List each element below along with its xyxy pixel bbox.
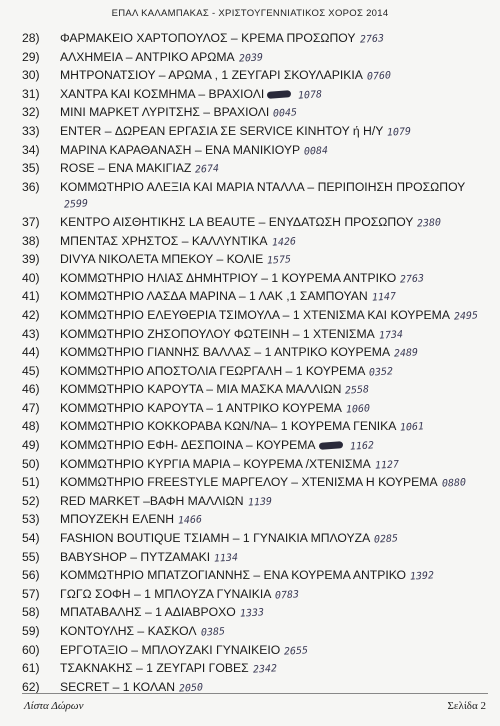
- handwritten-number: 1060: [345, 403, 371, 416]
- item-description: RED MARKET –ΒΑΦΗ ΜΑΛΛΙΩΝ: [60, 493, 244, 508]
- ink-scribble: [318, 442, 342, 451]
- item-description: ENTER – ΔΩΡΕΑΝ ΕΡΓΑΣΙΑ ΣΕ SERVICE ΚΙΝΗΤΟΥ ή Η/Υ: [60, 123, 384, 138]
- handwritten-number: 1392: [409, 570, 435, 583]
- item-description: ΚΟΜΜΩΤΗΡΙΟ ΑΛΕΞΙΑ ΚΑΙ ΜΑΡΙΑ ΝΤΑΛΛΑ – ΠΕΡΙΠΟΙΗΣΗ ΠΡΟΣΩΠΟΥ: [60, 179, 466, 194]
- list-item: [22, 344, 492, 363]
- item-number: 32): [22, 105, 40, 120]
- list-item: [22, 660, 492, 679]
- item-description: ΑΛΧΗΜΕΙΑ – ΑΝΤΡΙΚΟ ΑΡΩΜΑ: [60, 49, 235, 64]
- item-number: 35): [22, 161, 40, 176]
- handwritten-number: 1734: [378, 328, 404, 342]
- item-description: ΜΠΟΥΖΕΚΗ ΕΛΕΝΗ: [60, 512, 175, 527]
- handwritten-number: 2039: [238, 51, 264, 65]
- item-text: [60, 363, 492, 382]
- item-number: 48): [22, 419, 40, 434]
- item-description: ΜΠΑΤΑΒΑΛΗΣ – 1 ΑΔΙΑΒΡΟΧΟ: [60, 605, 236, 620]
- handwritten-number: 1079: [387, 126, 412, 139]
- item-text: [60, 623, 492, 642]
- item-description: ΜΙΝΙ ΜΑΡΚΕΤ ΛΥΡΙΤΣΗΣ – ΒΡΑΧΙΟΛΙ: [60, 105, 270, 120]
- item-text: [60, 586, 492, 605]
- item-number: 31): [22, 86, 40, 101]
- item-description: ΚΟΜΜΩΤΗΡΙΟ ΖΗΣΟΠΟΥΛΟΥ ΦΩΤΕΙΝΗ – 1 ΧΤΕΝΙΣΜΑ: [60, 326, 375, 341]
- list-item: [22, 456, 492, 475]
- item-number: 45): [22, 363, 40, 378]
- item-text: [60, 511, 492, 530]
- item-text: [60, 86, 492, 105]
- list-item: [22, 363, 492, 382]
- item-description: ΚΟΝΤΟΥΛΗΣ – ΚΑΣΚΟΛ: [60, 624, 197, 638]
- list-item: [22, 251, 492, 270]
- handwritten-number: 2558: [345, 384, 370, 397]
- item-text: [60, 549, 492, 568]
- list-item: [22, 104, 492, 123]
- item-description: ΚΟΜΜΩΤΗΡΙΟ ΚΟΚΚΟΡΑΒΑ ΚΩΝ/ΝΑ– 1 ΚΟΥΡΕΜΑ ΓΕΝΙΚΑ: [60, 419, 397, 434]
- item-number: 41): [22, 289, 40, 304]
- item-number: 62): [22, 679, 40, 694]
- handwritten-number: 1078: [297, 89, 323, 102]
- handwritten-number: 2763: [399, 273, 425, 286]
- page-number: Σελίδα 2: [447, 700, 486, 712]
- list-item: [22, 549, 492, 568]
- handwritten-number: 0385: [200, 626, 225, 639]
- item-number: 44): [22, 345, 40, 360]
- list-item: [22, 233, 492, 252]
- handwritten-number: 1147: [371, 291, 397, 304]
- handwritten-number: 1134: [213, 552, 239, 565]
- handwritten-number: 2342: [252, 663, 277, 676]
- item-text: [60, 67, 492, 86]
- item-number: 30): [22, 68, 40, 83]
- handwritten-number: 1061: [400, 421, 425, 435]
- item-description: ΦΑΡΜΑΚΕΙΟ ΧΑΡΤΟΠΟΥΛΟΣ – ΚΡΕΜΑ ΠΡΟΣΩΠΟΥ: [60, 31, 356, 45]
- list-item: [22, 67, 492, 86]
- handwritten-number: 0045: [272, 107, 298, 120]
- item-number: 43): [22, 326, 40, 341]
- item-description: ΜΑΡΙΝΑ ΚΑΡΑΘΑΝΑΣΗ – ΕΝΑ ΜΑΝΙΚΙΟΥΡ: [60, 142, 301, 157]
- item-description: FASHION BOUTIQUE ΤΣΙΑΜΗ – 1 ΓΥΝΑΙΚΙΑ ΜΠΛΟΥΖΑ: [60, 531, 371, 546]
- handwritten-number: 1426: [271, 235, 296, 249]
- handwritten-number: 2655: [283, 644, 309, 658]
- item-description: ΚΟΜΜΩΤΗΡΙΟ ΕΦΗ- ΔΕΣΠΟΙΝΑ – ΚΟΥΡΕΜΑ: [60, 438, 316, 453]
- list-item: [22, 270, 492, 289]
- item-text: [60, 642, 492, 661]
- item-number: 37): [22, 214, 40, 229]
- list-item: [22, 437, 492, 456]
- item-description: ROSE – ΕΝΑ ΜΑΚΙΓΙΑΖ: [60, 161, 192, 176]
- handwritten-number: 2674: [195, 163, 220, 176]
- list-item: [22, 307, 492, 326]
- handwritten-number: 0084: [303, 144, 329, 158]
- list-item: [22, 326, 492, 345]
- list-item: [22, 604, 492, 623]
- item-description: ΚΟΜΜΩΤΗΡΙΟ ΛΑΣΔΑ ΜΑΡΙΝΑ – 1 ΛΑΚ ,1 ΣΑΜΠΟΥΑΝ: [60, 289, 368, 304]
- item-text: [60, 679, 492, 698]
- item-description: ΚΟΜΜΩΤΗΡΙΟ FREESTYLE ΜΑΡΓΕΛΟΥ – ΧΤΕΝΙΣΜΑ Η ΚΟΥΡΕΜΑ: [60, 475, 438, 490]
- item-text: [60, 251, 492, 270]
- list-item: [22, 123, 492, 142]
- list-item: [22, 381, 492, 400]
- handwritten-number: 1333: [239, 607, 265, 621]
- handwritten-number: 1139: [247, 496, 272, 509]
- handwritten-number: 2495: [453, 310, 479, 323]
- item-description: ΚΟΜΜΩΤΗΡΙΟ ΗΛΙΑΣ ΔΗΜΗΤΡΙΟΥ – 1 ΚΟΥΡΕΜΑ ΑΝΤΡΙΚΟ: [60, 270, 397, 285]
- item-text: [60, 49, 492, 68]
- list-item: [22, 49, 492, 68]
- item-number: 34): [22, 142, 40, 157]
- item-description: SECRET – 1 ΚΟΛΑΝ: [60, 679, 176, 694]
- list-item: [22, 679, 492, 698]
- item-text: [60, 142, 492, 161]
- item-number: 46): [22, 382, 40, 397]
- item-description: DIVYA ΝΙΚΟΛΕΤΑ ΜΠΕΚΟΥ – ΚΟΛΙΕ: [60, 252, 264, 267]
- item-text: [60, 307, 492, 326]
- handwritten-number: 0880: [441, 477, 466, 490]
- item-number: 58): [22, 605, 40, 620]
- item-text: [60, 530, 492, 549]
- item-number: 28): [22, 31, 40, 45]
- item-description: BABYSHOP – ΠΥΤΖΑΜΑΚΙ: [60, 549, 211, 564]
- item-description: ΚΟΜΜΩΤΗΡΙΟ ΚΑΡΟΥΤΑ – 1 ΑΝΤΡΙΚΟ ΚΟΥΡΕΜΑ: [60, 400, 342, 415]
- item-description: ΚΟΜΜΩΤΗΡΙΟ ΓΙΑΝΝΗΣ ΒΑΛΛΑΣ – 1 ΑΝΤΡΙΚΟ ΚΟΥΡΕΜΑ: [60, 345, 391, 360]
- item-text: [60, 344, 492, 363]
- item-number: 60): [22, 642, 40, 657]
- item-description: ΚΟΜΜΩΤΗΡΙΟ ΕΛΕΥΘΕΡΙΑ ΤΣΙΜΟΥΛΑ – 1 ΧΤΕΝΙΣΜΑ ΚΑΙ ΚΟΥΡΕΜΑ: [60, 307, 450, 322]
- list-item: [22, 86, 492, 105]
- list-item: [22, 142, 492, 161]
- list-item: [22, 474, 492, 493]
- item-description: ΚΟΜΜΩΤΗΡΙΟ ΚΑΡΟΥΤΑ – ΜΙΑ ΜΑΣΚΑ ΜΑΛΛΙΩΝ: [60, 382, 342, 397]
- item-text: [60, 233, 492, 252]
- item-text: [60, 288, 492, 307]
- item-description: ΚΟΜΜΩΤΗΡΙΟ ΑΠΟΣΤΟΛΙΑ ΓΕΩΡΓΑΛΗ – 1 ΚΟΥΡΕΜΑ: [60, 363, 366, 378]
- item-text: [60, 160, 492, 179]
- list-item: [22, 214, 492, 233]
- list-item: [22, 418, 492, 437]
- item-number: 56): [22, 568, 40, 583]
- item-description: ΜΗΤΡΟΝΑΤΣΙΟΥ – ΑΡΩΜΑ , 1 ΖΕΥΓΑΡΙ ΣΚΟΥΛΑΡΙΚΙΑ: [60, 68, 363, 83]
- item-text: [60, 418, 492, 437]
- list-item: [22, 586, 492, 605]
- handwritten-number: 2380: [417, 217, 442, 230]
- list-item: [22, 623, 492, 642]
- item-number: 55): [22, 549, 40, 564]
- item-number: 51): [22, 475, 40, 490]
- item-number: 49): [22, 438, 40, 453]
- handwritten-number: 1127: [374, 459, 400, 472]
- item-description: ΚΕΝΤΡΟ ΑΙΣΘΗΤΙΚΗΣ LA BEAUTE – ΕΝΥΔΑΤΩΣΗ ΠΡΟΣΩΠΟΥ: [60, 214, 414, 229]
- list-item: [22, 511, 492, 530]
- item-text: [60, 214, 492, 233]
- list-item: [22, 400, 492, 419]
- handwritten-number: 0285: [373, 533, 399, 546]
- item-text: [60, 270, 492, 289]
- item-description: ΚΟΜΜΩΤΗΡΙΟ ΜΠΑΤΖΟΓΙΑΝΝΗΣ – ΕΝΑ ΚΟΥΡΕΜΑ ΑΝΤΡΙΚΟ: [60, 568, 406, 583]
- item-number: 38): [22, 233, 40, 248]
- item-number: 33): [22, 123, 40, 138]
- list-item: [22, 567, 492, 586]
- item-number: 61): [22, 661, 40, 676]
- handwritten-number: 0352: [369, 366, 394, 379]
- list-item: [22, 288, 492, 307]
- list-item: [22, 30, 492, 49]
- list-item: [22, 642, 492, 661]
- ink-scribble: [267, 90, 291, 99]
- item-number: 59): [22, 624, 40, 638]
- document-header: ΕΠΑΛ ΚΑΛΑΜΠΑΚΑΣ - ΧΡΙΣΤΟΥΓΕΝΝΙΑΤΙΚΟΣ ΧΟΡΟΣ 2014: [111, 8, 389, 19]
- footer-divider: [22, 693, 488, 694]
- item-text: [60, 326, 492, 345]
- item-text: [60, 660, 492, 679]
- item-description: ΚΟΜΜΩΤΗΡΙΟ ΚΥΡΓΙΑ ΜΑΡΙΑ – ΚΟΥΡΕΜΑ /ΧΤΕΝΙΣΜΑ: [60, 456, 371, 471]
- item-description: ΕΡΓΟΤΑΞΙΟ – ΜΠΛΟΥΖΑΚΙ ΓΥΝΑΙΚΕΙΟ: [60, 642, 281, 657]
- item-number: 50): [22, 456, 40, 471]
- item-description: ΜΠΕΝΤΑΣ ΧΡΗΣΤΟΣ – ΚΑΛΛΥΝΤΙΚΑ: [60, 233, 268, 248]
- item-text: [60, 400, 492, 419]
- handwritten-number: 0783: [275, 589, 300, 602]
- gift-list: [22, 30, 492, 697]
- item-number: 57): [22, 586, 40, 601]
- item-text: [60, 123, 492, 142]
- handwritten-number: 1466: [177, 514, 203, 528]
- item-number: 39): [22, 252, 40, 267]
- item-text: [60, 567, 492, 586]
- item-number: 42): [22, 307, 40, 322]
- item-description: ΤΣΑΚΝΑΚΗΣ – 1 ΖΕΥΓΑΡΙ ΓΟΒΕΣ: [60, 661, 249, 676]
- handwritten-number: 1162: [349, 440, 374, 453]
- item-number: 29): [22, 49, 40, 64]
- handwritten-number: 0760: [366, 70, 392, 83]
- item-number: 52): [22, 493, 40, 508]
- list-item: [22, 179, 492, 214]
- handwritten-number: 2489: [393, 347, 419, 360]
- item-description: ΧΑΝΤΡΑ ΚΑΙ ΚΟΣΜΗΜΑ – ΒΡΑΧΙΟΛΙ: [60, 86, 265, 101]
- handwritten-number: 2763: [359, 33, 384, 46]
- list-item: [22, 493, 492, 512]
- item-number: 40): [22, 270, 40, 285]
- item-text: [60, 493, 492, 512]
- item-text: [60, 474, 492, 493]
- item-text: [60, 381, 492, 400]
- item-description: ΓΩΓΩ ΣΟΦΗ – 1 ΜΠΛΟΥΖΑ ΓΥΝΑΙΚΙΑ: [60, 586, 272, 601]
- handwritten-number: 2599: [63, 198, 89, 211]
- item-text: [60, 456, 492, 475]
- list-item: [22, 530, 492, 549]
- handwritten-number: 1575: [266, 254, 292, 267]
- item-number: 36): [22, 179, 40, 194]
- item-text: [60, 104, 492, 123]
- item-number: 47): [22, 400, 40, 415]
- item-text: [60, 604, 492, 623]
- item-text: [60, 179, 492, 214]
- item-text: [60, 30, 492, 49]
- item-number: 53): [22, 512, 40, 527]
- item-number: 54): [22, 531, 40, 546]
- list-item: [22, 160, 492, 179]
- handwritten-number: 2050: [178, 682, 204, 695]
- footer-title: Λίστα Δώρων: [24, 700, 84, 712]
- item-text: [60, 437, 492, 456]
